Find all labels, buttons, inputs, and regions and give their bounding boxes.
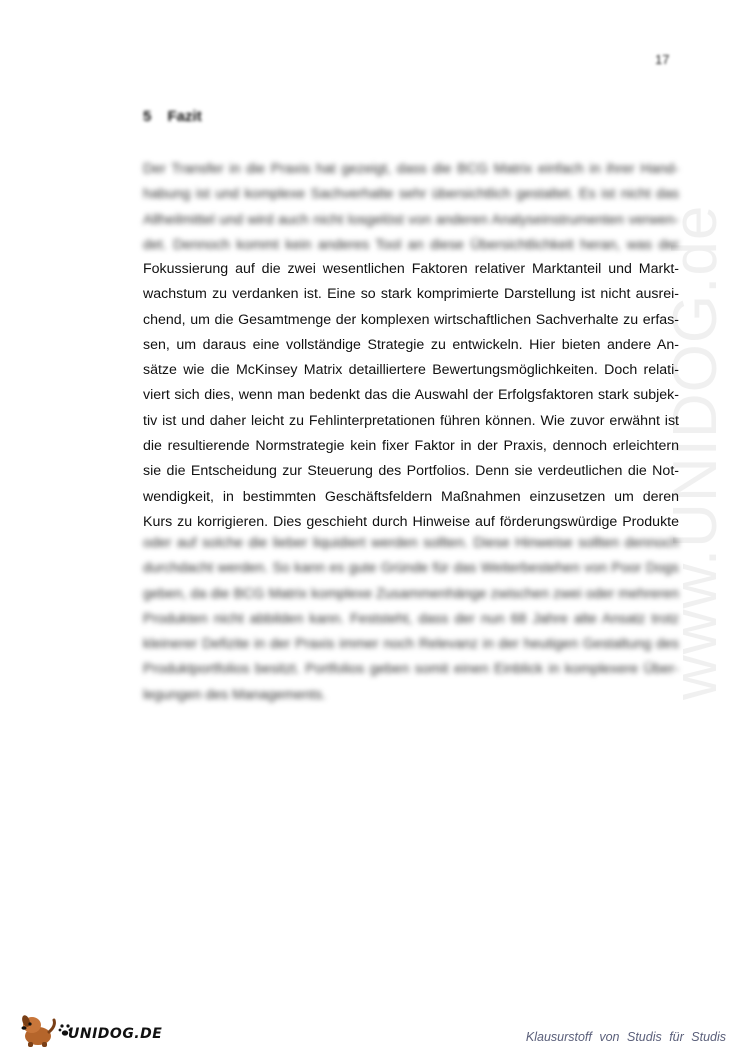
text-line: sätze wie die McKinsey Matrix detailliertere Bewertungsmöglichkeiten. Doch relati- [143, 362, 679, 379]
text-line: oder auf solche die lieber liquidiert werden sollten. Diese Hinweise sollten dennoch [143, 535, 679, 551]
text-line: Produktportfolios besitzt. Portfolios geben somit einen Einblick in komplexere Über- [143, 661, 679, 678]
text-line: geben, da die BCG Matrix komplexe Zusammenhänge zwischen zwei oder mehreren [143, 585, 679, 602]
text-line: Allheilmittel und wird auch nicht losgelöst von anderen Analyseinstrumenten verwen- [143, 211, 679, 228]
watermark: www.UNIDOG.de [661, 204, 730, 700]
logo-wordmark: UNIDOG.DE [68, 1026, 163, 1042]
text-line: Produkten nicht abbilden kann. Feststeht, dass der nun 68 Jahre alte Ansatz trotz [143, 610, 679, 627]
section-title: Fazit [167, 108, 202, 125]
text-line: durchdacht werden. So kann es gute Gründe für das Weiterbestehen von Poor Dogs [143, 560, 679, 577]
text-line: Fokussierung auf die zwei wesentlichen Faktoren relativer Marktanteil und Markt- [143, 261, 679, 277]
blurred-paragraph-bottom [143, 531, 679, 708]
footer-tagline: Klausurstoff von Studis für Studis [525, 1030, 726, 1044]
blurred-paragraph-top [143, 157, 679, 258]
footer-logo[interactable] [18, 1010, 162, 1050]
page-number: 17 [655, 52, 670, 67]
text-line: kleinerer Defizite in der Praxis immer noch Relevanz in der heutigen Gestaltung des [143, 636, 679, 653]
text-line: Kurs zu korrigieren. Dies geschieht durch Hinweise auf förderungswürdige Produkte [143, 513, 679, 530]
text-line: Der Transfer in die Praxis hat gezeigt, dass die BCG Matrix einfach in ihrer Hand- [143, 161, 679, 177]
text-line: det. Dennoch kommt kein anderes Tool an diese Übersichtlichkeit heran, was der [143, 236, 679, 253]
section-number: 5 [143, 108, 152, 125]
text-line: legungen des Managements. [143, 686, 326, 703]
text-line: tiv ist und daher leicht zu Fehlinterpretationen führen können. Wie zuvor erwähnt ist [143, 412, 679, 429]
dog-mascot-icon [18, 1012, 58, 1048]
text-line: chend, um die Gesamtmenge der komplexen wirtschaftlichen Sachverhalte zu erfas- [143, 311, 679, 328]
text-line: sie die Entscheidung zur Steuerung des Portfolios. Denn sie verdeutlichen die Not- [143, 463, 679, 480]
visible-paragraph [143, 257, 679, 535]
section-heading [143, 108, 202, 125]
text-line: habung ist und komplexe Sachverhalte sehr übersichtlich gestaltet. Es ist nicht das [143, 186, 679, 203]
text-line: wachstum zu verdanken ist. Eine so stark komprimierte Darstellung ist nicht ausrei- [143, 286, 679, 303]
text-line: wendigkeit, in bestimmten Geschäftsfeldern Maßnahmen einzusetzen um deren [143, 488, 679, 505]
text-line: sen, um daraus eine vollständige Strategie zu entwickeln. Hier bieten andere An- [143, 336, 679, 353]
text-line: die resultierende Normstrategie kein fixer Faktor in der Praxis, dennoch erleichtern [143, 438, 679, 455]
text-line: viert sich dies, wenn man bedenkt das die Auswahl der Erfolgsfaktoren stark subjek- [143, 387, 679, 404]
